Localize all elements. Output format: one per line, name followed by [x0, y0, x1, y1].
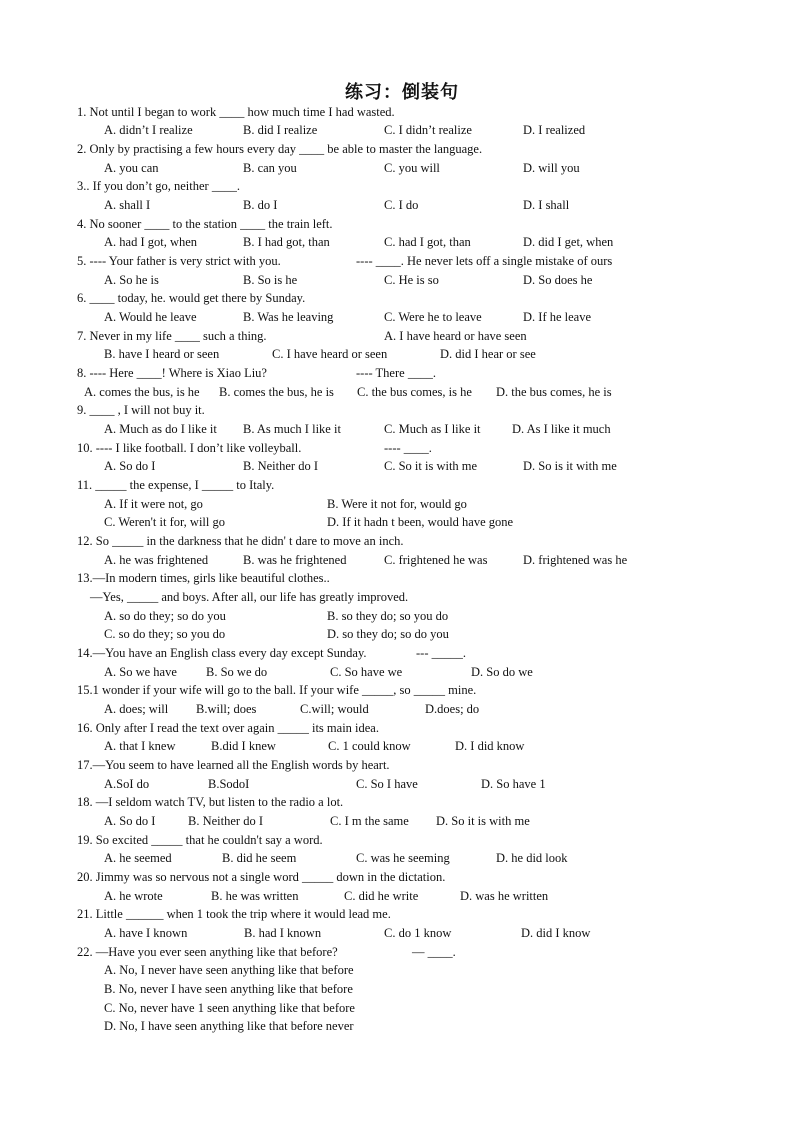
- option-b: B. Neither do I: [188, 814, 263, 828]
- option-c: C. I m the same: [330, 814, 409, 828]
- option-d: D. he did look: [496, 851, 568, 865]
- option-c: C. Weren't it for, will go: [104, 515, 225, 529]
- option-b: B. Neither do I: [243, 459, 318, 473]
- option-c: C. No, never have 1 seen anything like that before: [104, 1001, 355, 1015]
- question-stem: 17.—You seem to have learned all the English words by heart.: [77, 758, 390, 772]
- option-b: B. So we do: [206, 665, 268, 679]
- question-stem: 7. Never in my life ____ such a thing.: [77, 329, 267, 343]
- option-b: B.SodoI: [208, 777, 250, 791]
- option-c: C. so do they; so you do: [104, 627, 226, 641]
- option-a: A. he was frightened: [104, 553, 209, 567]
- option-d: D. So it is with me: [436, 814, 530, 828]
- option-c: C. Were he to leave: [384, 310, 482, 324]
- option-a: A. you can: [104, 161, 159, 175]
- option-a: A. so do they; so do you: [104, 609, 226, 623]
- option-c: C. you will: [384, 161, 440, 175]
- option-c: C. I didn’t realize: [384, 123, 472, 137]
- question-stem-reply: ---- ____. He never lets off a single mistake of ours: [356, 254, 613, 268]
- option-d: D. No, I have seen anything like that before never: [104, 1019, 354, 1033]
- question-stem-reply: --- _____.: [416, 646, 466, 660]
- option-c: C. So have we: [330, 665, 403, 679]
- option-a: A. he seemed: [104, 851, 172, 865]
- option-c: C. the bus comes, is he: [357, 385, 472, 399]
- option-a: A. I have heard or have seen: [384, 329, 527, 343]
- option-d: D. So have 1: [481, 777, 546, 791]
- option-b: B. so they do; so you do: [327, 609, 449, 623]
- option-c: C. He is so: [384, 273, 439, 287]
- option-c: C. I do: [384, 198, 419, 212]
- option-c: C. 1 could know: [328, 739, 411, 753]
- question-stem: 15.1 wonder if your wife will go to the ball. If your wife _____, so _____ mine.: [77, 683, 477, 697]
- question-stem: 18. —I seldom watch TV, but listen to the radio a lot.: [77, 795, 344, 809]
- option-b: B. As much I like it: [243, 422, 341, 436]
- option-b: B. did he seem: [222, 851, 297, 865]
- option-d: D. will you: [523, 161, 580, 175]
- question-stem: 1. Not until I began to work ____ how much time I had wasted.: [77, 105, 395, 119]
- option-b: B. did I realize: [243, 123, 318, 137]
- option-d: D. So is it with me: [523, 459, 617, 473]
- option-a: A. didn’t I realize: [104, 123, 193, 137]
- question-stem-reply: — ____.: [412, 945, 456, 959]
- option-a: A. If it were not, go: [104, 497, 203, 511]
- option-c: C. do 1 know: [384, 926, 452, 940]
- question-stem: 21. Little ______ when 1 took the trip where it would lead me.: [77, 907, 391, 921]
- option-c: C. had I got, than: [384, 235, 471, 249]
- option-a: A. had I got, when: [104, 235, 198, 249]
- option-a: A. he wrote: [104, 889, 163, 903]
- question-stem: 5. ---- Your father is very strict with you.: [77, 254, 281, 268]
- option-a: A. No, I never have seen anything like that before: [104, 963, 354, 977]
- question-stem-reply: ---- ____.: [384, 441, 432, 455]
- option-d: D. did I know: [521, 926, 591, 940]
- option-a: A. does; will: [104, 702, 169, 716]
- option-b: B.will; does: [196, 702, 257, 716]
- question-stem: 19. So excited _____ that he couldn't say a word.: [77, 833, 323, 847]
- option-a: A. Would he leave: [104, 310, 197, 324]
- option-d: D. I did know: [455, 739, 525, 753]
- option-a: A. comes the bus, is he: [84, 385, 200, 399]
- option-d: D. so they do; so do you: [327, 627, 449, 641]
- question-stem: 11. _____ the expense, I _____ to Italy.: [77, 478, 275, 492]
- option-a: A. shall I: [104, 198, 151, 212]
- option-c: C. So I have: [356, 777, 418, 791]
- question-stem: 12. So _____ in the darkness that he didn' t dare to move an inch.: [77, 534, 404, 548]
- question-stem: 6. ____ today, he. would get there by Sunday.: [77, 291, 306, 305]
- option-b: B. I had got, than: [243, 235, 330, 249]
- question-stem: 8. ---- Here ____! Where is Xiao Liu?: [77, 366, 267, 380]
- option-b: B. was he frightened: [243, 553, 347, 567]
- question-stem: 13.—In modern times, girls like beautiful clothes..: [77, 571, 330, 585]
- option-b: B. comes the bus, he is: [219, 385, 334, 399]
- option-c: C. did he write: [344, 889, 419, 903]
- option-c: C. frightened he was: [384, 553, 488, 567]
- option-d: D. did I get, when: [523, 235, 614, 249]
- question-stem: 14.—You have an English class every day except Sunday.: [77, 646, 367, 660]
- question-stem: 10. ---- I like football. I don’t like volleyball.: [77, 441, 302, 455]
- option-c: C. I have heard or seen: [272, 347, 388, 361]
- option-d: D. did I hear or see: [440, 347, 536, 361]
- option-d: D. was he written: [460, 889, 549, 903]
- option-b: B. had I known: [244, 926, 322, 940]
- option-a: A. So do I: [104, 814, 156, 828]
- option-d: D. the bus comes, he is: [496, 385, 612, 399]
- option-b: B. No, never I have seen anything like that before: [104, 982, 353, 996]
- option-d: D. So do we: [471, 665, 533, 679]
- option-a: A. that I knew: [104, 739, 176, 753]
- option-d: D. frightened was he: [523, 553, 628, 567]
- option-b: B. Was he leaving: [243, 310, 334, 324]
- option-b: B. do I: [243, 198, 278, 212]
- option-b: B. have I heard or seen: [104, 347, 220, 361]
- option-a: A. So he is: [104, 273, 159, 287]
- option-c: C. So it is with me: [384, 459, 478, 473]
- option-a: A. So we have: [104, 665, 177, 679]
- option-a: A.SoI do: [104, 777, 150, 791]
- option-b: B. Were it not for, would go: [327, 497, 467, 511]
- option-d: D. If it hadn t been, would have gone: [327, 515, 514, 529]
- option-b: B. can you: [243, 161, 297, 175]
- option-d: D. If he leave: [523, 310, 592, 324]
- question-stem: 22. —Have you ever seen anything like that before?: [77, 945, 338, 959]
- question-stem-reply: —Yes, _____ and boys. After all, our life has greatly improved.: [90, 590, 409, 604]
- question-stem: 16. Only after I read the text over again _____ its main idea.: [77, 721, 379, 735]
- page-title: 练习：倒装句: [345, 82, 459, 103]
- option-c: C. was he seeming: [356, 851, 450, 865]
- option-d: D. I realized: [523, 123, 586, 137]
- question-stem: 2. Only by practising a few hours every day ____ be able to master the language.: [77, 142, 483, 156]
- option-b: B. So is he: [243, 273, 298, 287]
- option-d: D. So does he: [523, 273, 593, 287]
- question-stem: 9. ____ , I will not buy it.: [77, 403, 205, 417]
- question-stem: 4. No sooner ____ to the station ____ the train left.: [77, 217, 333, 231]
- option-b: B. he was written: [211, 889, 299, 903]
- question-stem-reply: ---- There ____.: [356, 366, 436, 380]
- question-stem: 3.. If you don’t go, neither ____.: [77, 179, 240, 193]
- option-d: D.does; do: [425, 702, 480, 716]
- option-a: A. have I known: [104, 926, 188, 940]
- option-a: A. So do I: [104, 459, 156, 473]
- option-c: C. Much as I like it: [384, 422, 481, 436]
- question-stem: 20. Jimmy was so nervous not a single word _____ down in the dictation.: [77, 870, 446, 884]
- option-d: D. I shall: [523, 198, 570, 212]
- option-b: B.did I knew: [211, 739, 276, 753]
- option-a: A. Much as do I like it: [104, 422, 217, 436]
- option-c: C.will; would: [300, 702, 369, 716]
- option-d: D. As I like it much: [512, 422, 611, 436]
